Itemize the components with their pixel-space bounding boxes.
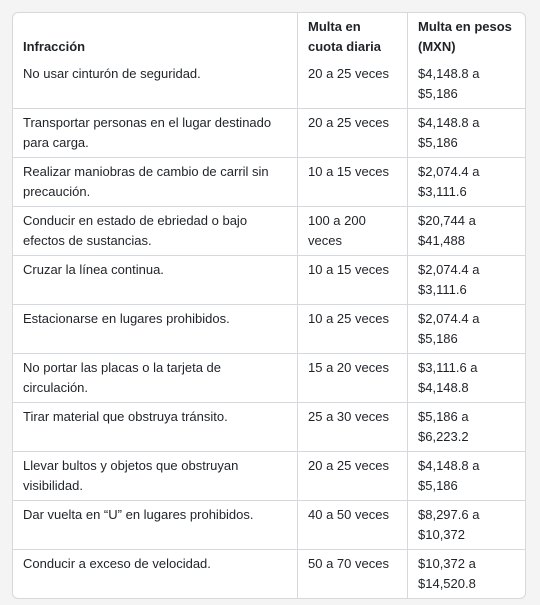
cell-pesos: $20,744 a $41,488 bbox=[408, 207, 525, 256]
cell-cuota: 10 a 15 veces bbox=[298, 256, 408, 305]
cell-cuota: 25 a 30 veces bbox=[298, 403, 408, 452]
cell-infraccion: Conducir en estado de ebriedad o bajo efectos de sustancias. bbox=[13, 207, 298, 256]
cell-cuota: 10 a 25 veces bbox=[298, 305, 408, 354]
cell-infraccion: No usar cinturón de seguridad. bbox=[13, 60, 298, 109]
cell-pesos: $2,074.4 a $3,111.6 bbox=[408, 256, 525, 305]
cell-cuota: 50 a 70 veces bbox=[298, 550, 408, 598]
cell-infraccion: Tirar material que obstruya tránsito. bbox=[13, 403, 298, 452]
cell-pesos: $2,074.4 a $5,186 bbox=[408, 305, 525, 354]
cell-cuota: 40 a 50 veces bbox=[298, 501, 408, 550]
cell-infraccion: Cruzar la línea continua. bbox=[13, 256, 298, 305]
cell-pesos: $4,148.8 a $5,186 bbox=[408, 109, 525, 158]
table-row bbox=[13, 207, 525, 256]
cell-pesos: $8,297.6 a $10,372 bbox=[408, 501, 525, 550]
cell-pesos: $10,372 a $14,520.8 bbox=[418, 556, 476, 591]
fines-table bbox=[12, 12, 526, 599]
cell-infraccion: Llevar bultos y objetos que obstruyan visibilidad. bbox=[13, 452, 298, 501]
cell-infraccion: Transportar personas en el lugar destinado para carga. bbox=[13, 109, 298, 158]
header-multa-cuota: Multa en cuota diaria bbox=[298, 13, 408, 60]
table-row bbox=[13, 550, 525, 598]
cell-cuota: 20 a 25 veces bbox=[298, 109, 408, 158]
cell-pesos: $2,074.4 a $3,111.6 bbox=[408, 158, 525, 207]
table-row bbox=[13, 452, 525, 501]
table-row bbox=[13, 305, 525, 354]
table-row bbox=[13, 501, 525, 550]
header-infraccion: Infracción bbox=[13, 13, 298, 60]
cell-cuota: 100 a 200 veces bbox=[298, 207, 408, 256]
header-multa-pesos: Multa en pesos (MXN) bbox=[418, 19, 512, 54]
cell-infraccion: Conducir a exceso de velocidad. bbox=[13, 550, 298, 598]
table-row bbox=[13, 403, 525, 452]
table-body bbox=[13, 60, 525, 598]
cell-pesos: $4,148.8 a $5,186 bbox=[408, 452, 525, 501]
cell-cuota: 10 a 15 veces bbox=[298, 158, 408, 207]
cell-pesos: $5,186 a $6,223.2 bbox=[408, 403, 525, 452]
table-row bbox=[13, 109, 525, 158]
table-row bbox=[13, 256, 525, 305]
table-row bbox=[13, 158, 525, 207]
cell-infraccion: Estacionarse en lugares prohibidos. bbox=[13, 305, 298, 354]
table-row bbox=[13, 354, 525, 403]
cell-pesos: $4,148.8 a $5,186 bbox=[408, 60, 525, 109]
cell-cuota: 20 a 25 veces bbox=[298, 452, 408, 501]
cell-cuota: 20 a 25 veces bbox=[298, 60, 408, 109]
table-row bbox=[13, 60, 525, 109]
cell-pesos: $3,111.6 a $4,148.8 bbox=[408, 354, 525, 403]
cell-cuota: 15 a 20 veces bbox=[298, 354, 408, 403]
cell-infraccion: Realizar maniobras de cambio de carril sin precaución. bbox=[13, 158, 298, 207]
cell-infraccion: No portar las placas o la tarjeta de circulación. bbox=[13, 354, 298, 403]
table-header-row bbox=[13, 13, 525, 60]
cell-infraccion: Dar vuelta en “U” en lugares prohibidos. bbox=[13, 501, 298, 550]
